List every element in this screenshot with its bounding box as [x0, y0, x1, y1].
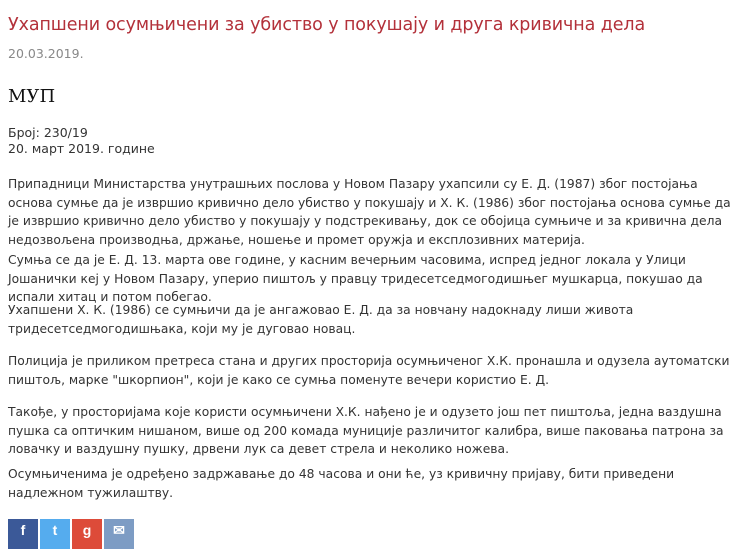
- google-plus-icon: g: [82, 522, 92, 538]
- paragraph-1: Припадници Министарства унутрашњих послова у Новом Пазару ухапсили су Е. Д. (1987) због постојања основа сумње да је извршио кривично дело убиство у покушају и Х. К. (1986) због постојања основа сумње да је извршио кривично дело убиство у покушају у подстрекивању, док се обојица сумњиче и за кривична дела недозвољена производња, држање, ношење и промет оружја и експлозивних материја.: [8, 177, 731, 247]
- facebook-share-button[interactable]: [8, 519, 38, 549]
- article-title: Ухапшени осумњичени за убиство у покушају и друга кривична дела: [8, 15, 646, 35]
- document-date: 20. март 2019. године: [8, 141, 155, 156]
- document-meta: [8, 125, 155, 157]
- share-buttons: [8, 519, 134, 549]
- twitter-icon: t: [52, 522, 58, 538]
- document-number: Број: 230/19: [8, 125, 88, 140]
- paragraph-6: Осумњиченима је одређено задржавање до 48 часова и они ће, уз кривичну пријаву, бити приведени надлежном тужилаштву.: [8, 467, 675, 500]
- email-share-button[interactable]: [104, 519, 134, 549]
- email-icon: ✉: [113, 522, 125, 538]
- google-plus-share-button[interactable]: [72, 519, 102, 549]
- paragraph-4: Полиција је приликом претреса стана и других просторија осумњиченог Х.К. пронашла и одузела аутоматски пиштољ, марке "шкорпион", који је како се сумња поменуте вечери користио Е. Д.: [8, 354, 730, 387]
- article-date: 20.03.2019.: [8, 46, 84, 61]
- paragraph-3: Ухапшени Х. К. (1986) се сумњичи да је ангажовао Е. Д. да за новчану надокнаду лиши живота тридесетседмогодишњака, који му је дуговао новац.: [8, 303, 634, 336]
- facebook-icon: f: [20, 522, 26, 538]
- twitter-share-button[interactable]: [40, 519, 70, 549]
- organization-heading: МУП: [8, 86, 56, 107]
- paragraph-5: Такође, у просторијама које користи осумњичени Х.К. нађено је и одузето још пет пиштоља, једна ваздушна пушка са оптичким нишаном, више од 200 комада муниције различитог калибра, више паковања патрона за ловачку и ваздушну пушку, дрвени лук са девет стрела и неколико ножева.: [8, 405, 724, 456]
- paragraph-2: Сумња се да је Е. Д. 13. марта ове године, у касним вечерњим часовима, испред једног локала у Улици Јошанички кеј у Новом Пазару, уперио пиштољ у правцу тридесетседмогодишњег мушкарца, покушао да испали хитац и потом побегао.: [8, 253, 703, 304]
